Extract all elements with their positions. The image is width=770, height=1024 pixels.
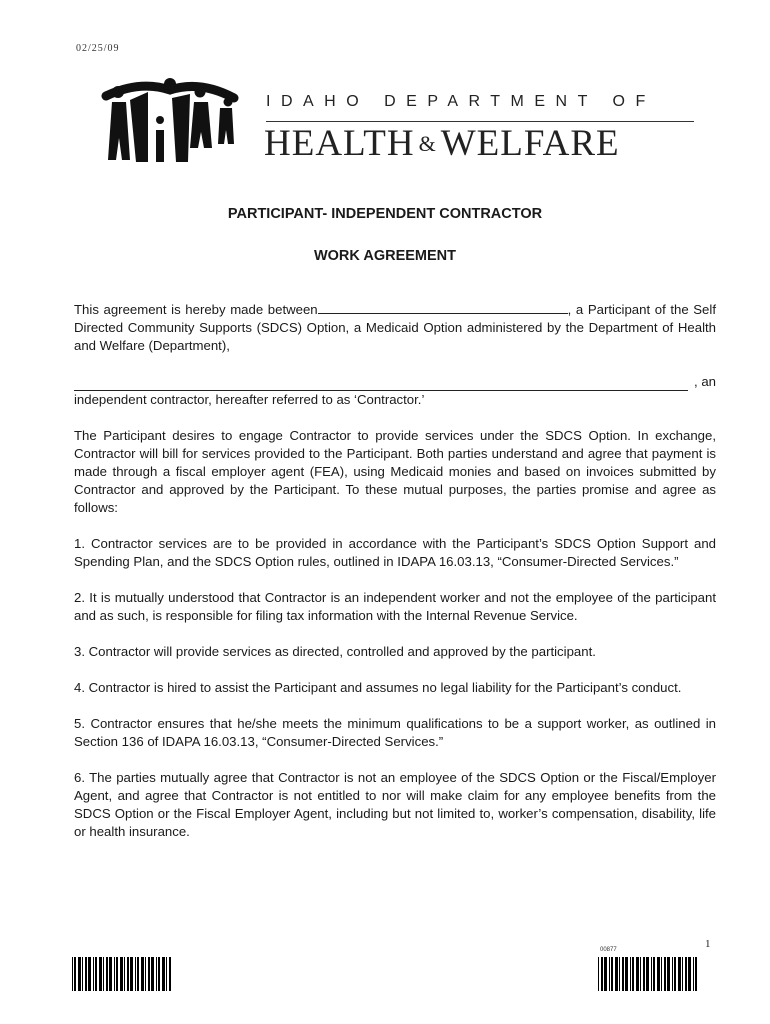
barcode-bar bbox=[109, 957, 112, 991]
contractor-name-blank[interactable] bbox=[74, 378, 688, 391]
barcode-bar bbox=[685, 957, 687, 991]
barcode-icon bbox=[72, 957, 172, 991]
barcode-bar bbox=[664, 957, 666, 991]
form-code: 00877 bbox=[600, 947, 617, 953]
clause-6: 6. The parties mutually agree that Contractor is not an employee of the SDCS Option or the Fiscal/Employer Agent, and agree that Contractor is not entitled to nor will make claim for any employee benefits from the SDCS Option or the Fiscal Employer Agent, including but not limited to, worker’s compensation, disability, life or health insurance. bbox=[74, 770, 716, 839]
barcode-bar bbox=[99, 957, 102, 991]
barcode-bar bbox=[151, 957, 154, 991]
barcode-bar bbox=[124, 957, 125, 991]
department-title bbox=[264, 124, 620, 164]
barcode-bar bbox=[640, 957, 641, 991]
barcode-bar bbox=[169, 957, 171, 991]
barcode-bar bbox=[137, 957, 139, 991]
barcode-bar bbox=[158, 957, 160, 991]
clause-2: 2. It is mutually understood that Contractor is an independent worker and not the employee of the participant and as such, is responsible for filing tax information with the Internal Revenue Service. bbox=[74, 590, 716, 623]
barcode-bar bbox=[148, 957, 150, 991]
barcode-bar bbox=[661, 957, 662, 991]
contractor-name-row: , an bbox=[74, 373, 716, 391]
barcode-bar bbox=[72, 957, 73, 991]
barcode-bar bbox=[674, 957, 676, 991]
clause-5: 5. Contractor ensures that he/she meets the minimum qualifications to be a support worker, as outlined in Section 136 of IDAPA 16.03.13, “Consumer-Directed Services.” bbox=[74, 716, 716, 749]
welfare-word: WELFARE bbox=[440, 123, 620, 164]
barcode-bar bbox=[604, 957, 607, 991]
barcode-bar bbox=[130, 957, 133, 991]
barcode-bar bbox=[625, 957, 628, 991]
barcode-bar bbox=[162, 957, 165, 991]
barcode-bar bbox=[643, 957, 645, 991]
clause-1: 1. Contractor services are to be provided in accordance with the Participant’s SDCS Option Support and Spending Plan, and the SDCS Option rules, outlined in IDAPA 16.03.13, “Consumer-Directed Services.” bbox=[74, 536, 716, 569]
document-title: PARTICIPANT- INDEPENDENT CONTRACTOR bbox=[227, 206, 543, 222]
barcode-bar bbox=[85, 957, 87, 991]
document-date: 02/25/09 bbox=[76, 43, 120, 54]
clause-4: 4. Contractor is hired to assist the Participant and assumes no legal liability for the Participant’s conduct. bbox=[74, 680, 682, 695]
barcode-bar bbox=[601, 957, 603, 991]
barcode-bar bbox=[611, 957, 613, 991]
purpose-paragraph: The Participant desires to engage Contractor to provide services under the SDCS Option. In exchange, Contractor will bill for services provided to the Participant. Both parties understand and agree that payment is made through a fiscal employer agent (FEA), using Medicaid monies and based on invoices submitted by Contractor and approved by the Participant. To these mutual purposes, the parties promise and agree as follows: bbox=[74, 428, 716, 515]
agreement-body bbox=[74, 301, 716, 859]
barcode-bar bbox=[651, 957, 652, 991]
barcode-bar bbox=[88, 957, 91, 991]
barcode-bar bbox=[78, 957, 81, 991]
barcode-bar bbox=[622, 957, 624, 991]
barcode-bar bbox=[636, 957, 639, 991]
barcode-bar bbox=[116, 957, 118, 991]
barcode-bar bbox=[678, 957, 681, 991]
barcode-bar bbox=[693, 957, 694, 991]
barcode-bar bbox=[609, 957, 610, 991]
barcode-bar bbox=[672, 957, 673, 991]
barcode-bar bbox=[657, 957, 660, 991]
barcode-bar bbox=[145, 957, 146, 991]
barcode-bar bbox=[82, 957, 83, 991]
barcode-bar bbox=[127, 957, 129, 991]
department-name-line: IDAHO DEPARTMENT OF bbox=[266, 93, 656, 110]
barcode-bar bbox=[166, 957, 167, 991]
barcode-bar bbox=[615, 957, 618, 991]
barcode-icon bbox=[598, 957, 699, 991]
ampersand: & bbox=[418, 131, 437, 156]
barcode-bar bbox=[646, 957, 649, 991]
barcode-bar bbox=[74, 957, 76, 991]
barcode-bar bbox=[653, 957, 655, 991]
barcode-bar bbox=[95, 957, 97, 991]
barcode-bar bbox=[141, 957, 144, 991]
barcode-bar bbox=[695, 957, 697, 991]
clause-3: 3. Contractor will provide services as directed, controlled and approved by the participant. bbox=[74, 644, 596, 659]
barcode-bar bbox=[103, 957, 104, 991]
health-word: HEALTH bbox=[264, 123, 415, 164]
document-subtitle: WORK AGREEMENT bbox=[313, 248, 457, 264]
barcode-bar bbox=[106, 957, 108, 991]
barcode-bar bbox=[630, 957, 631, 991]
barcode-bar bbox=[682, 957, 683, 991]
barcode-bar bbox=[114, 957, 115, 991]
barcode-bar bbox=[156, 957, 157, 991]
contractor-paragraph: independent contractor, hereafter referred to as ‘Contractor.’ bbox=[74, 392, 425, 407]
barcode-bar bbox=[632, 957, 634, 991]
barcode-bar bbox=[93, 957, 94, 991]
barcode-bar bbox=[598, 957, 599, 991]
header-divider bbox=[266, 121, 694, 122]
barcode-bar bbox=[688, 957, 691, 991]
page-number: 1 bbox=[705, 938, 711, 950]
barcode-bar bbox=[619, 957, 620, 991]
family-house-logo-icon bbox=[100, 78, 240, 168]
barcode-bar bbox=[135, 957, 136, 991]
barcode-bar bbox=[120, 957, 123, 991]
intro-paragraph: This agreement is hereby made between , a Participant of the Self Directed Community Supports (SDCS) Option, a Medicaid Option administered by the Department of Health and Welfare (Department), bbox=[74, 302, 716, 353]
barcode-bar bbox=[667, 957, 670, 991]
participant-name-blank[interactable] bbox=[318, 301, 568, 314]
